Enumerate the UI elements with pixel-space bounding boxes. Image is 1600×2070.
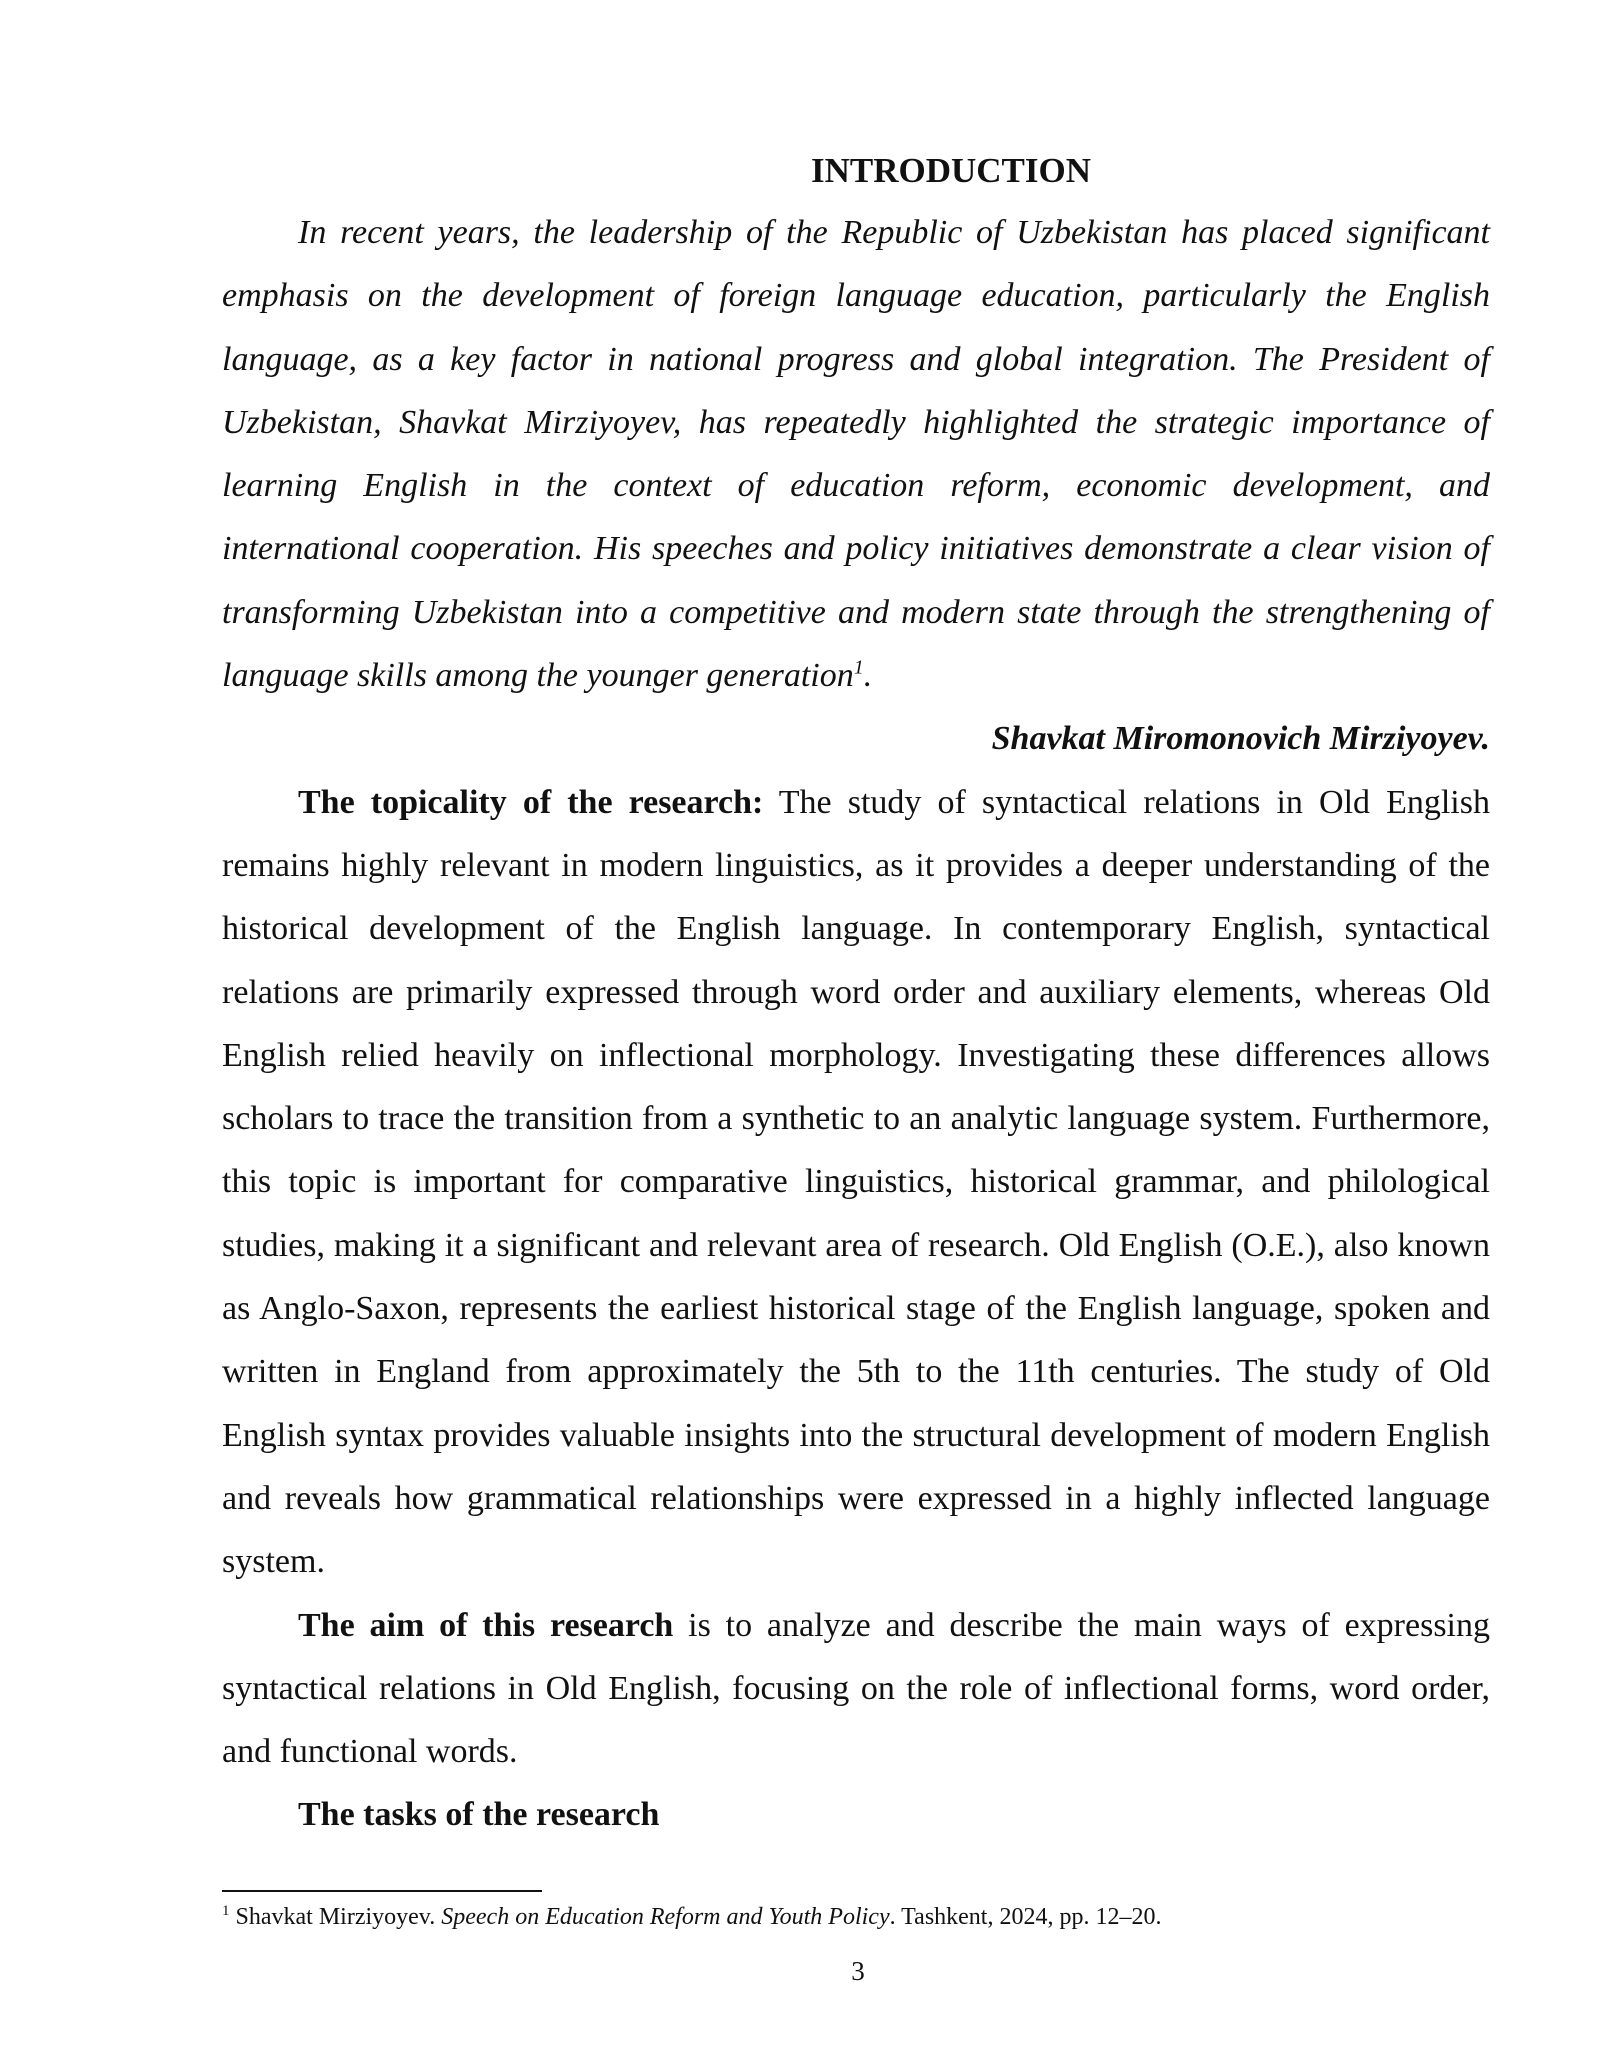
epigraph-signature: Shavkat Miromonovich Mirziyoyev.: [991, 720, 1490, 758]
topicality-paragraph: [222, 771, 1490, 1594]
footnote-title: Speech on Education Reform and Youth Policy: [441, 1904, 890, 1930]
page-number: 3: [851, 1956, 865, 1986]
topicality-label: The topicality of the research:: [298, 783, 764, 821]
epigraph-end: .: [863, 657, 873, 695]
section-heading: INTRODUCTION: [810, 151, 1092, 190]
footnote-number: 1: [222, 1903, 230, 1919]
aim-label: The aim of this research: [298, 1606, 674, 1644]
page-body: [222, 147, 1490, 1847]
footnote: [222, 1900, 1490, 1934]
epigraph-text: In recent years, the leadership of the Republic of Uzbekistan has placed significant emphasis on the development of foreign language education, particularly the English language, as a key factor in national progress and global integration. The President of Uzbekistan, Shavkat Mirziyoyev, has repeatedly highlighted the strategic importance of learning English in the context of education reform, economic development, and international cooperation. His speeches and policy initiatives demonstrate a clear vision of transforming Uzbekistan into a competitive and modern state through the strengthening of language skills among the younger generation: [222, 214, 1490, 695]
aim-text: is to analyze and describe the main ways of expressing syntactical relations in Old English, focusing on the role of inflectional forms, word order, and functional words.: [222, 1606, 1490, 1771]
footnote-separator: [222, 1890, 542, 1892]
footnote-author: Shavkat Mirziyoyev.: [229, 1904, 442, 1930]
epigraph-paragraph: [222, 201, 1490, 707]
footnote-details: . Tashkent, 2024, pp. 12–20.: [889, 1904, 1162, 1930]
topicality-text: The study of syntactical relations in Old English remains highly relevant in modern linguistics, as it provides a deeper understanding of the historical development of the English language. In contemporary English, syntactical relations are primarily expressed through word order and auxiliary elements, whereas Old English relied heavily on inflectional morphology. Investigating these differences allows scholars to trace the transition from a synthetic to an analytic language system. Furthermore, this topic is important for comparative linguistics, historical grammar, and philological studies, making it a significant and relevant area of research. Old English (O.E.), also known as Anglo-Saxon, represents the earliest historical stage of the English language, spoken and written in England from approximately the 5th to the 11th centuries. The study of Old English syntax provides valuable insights into the structural development of modern English and reveals how grammatical relationships were expressed in a highly inflected language system.: [222, 783, 1490, 1581]
tasks-heading: The tasks of the research: [298, 1796, 660, 1834]
footnote-reference[interactable]: 1: [853, 656, 864, 679]
aim-paragraph: [222, 1594, 1490, 1784]
